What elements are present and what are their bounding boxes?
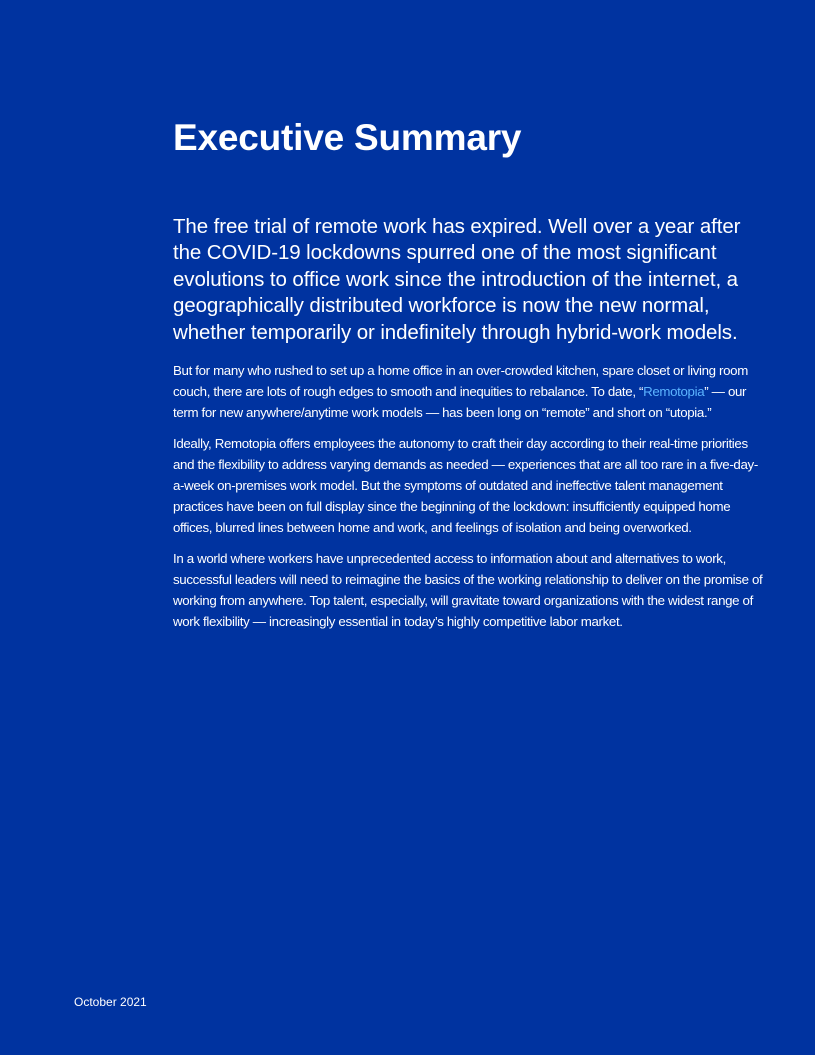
remotopia-highlight: Remotopia — [643, 384, 705, 400]
paragraph-1-text-end: ” — our term for new anywhere/anytime work models — has been long on “remote” and short on “utopia.” — [173, 384, 747, 421]
body-paragraph-1 — [173, 360, 768, 423]
page-title: Executive Summary — [173, 117, 522, 158]
body-paragraph-3: In a world where workers have unprecedented access to information about and alternatives to work, successful leaders will need to reimagine the basics of the working relationship to deliver on the promise of working from anywhere. Top talent, especially, will gravitate toward organizations with the widest range of work flexibility — increasingly essential in today’s highly competitive labor market. — [173, 551, 763, 630]
lead-paragraph: The free trial of remote work has expired. Well over a year after the COVID-19 lockdowns spurred one of the most significant evolutions to office work since the introduction of the internet, a geographically distributed workforce is now the new normal, whether temporarily or indefinitely through hybrid-work models. — [173, 215, 741, 344]
paragraph-1-text-start: But for many who rushed to set up a home office in an over-crowded kitchen, spare closet or living room couch, there are lots of rough edges to smooth and inequities to rebalance. To date, “ — [173, 363, 748, 400]
content-column — [173, 114, 768, 632]
footer-date: October 2021 — [74, 995, 147, 1009]
body-paragraph-2: Ideally, Remotopia offers employees the autonomy to craft their day according to their real-time priorities and the flexibility to address varying demands as needed — experiences that are all too rare in a five-day-a-week on-premises work model. But the symptoms of outdated and ineffective talent management practices have been on full display since the beginning of the lockdown: insufficiently equipped home offices, blurred lines between home and work, and feelings of isolation and being overworked. — [173, 436, 758, 536]
